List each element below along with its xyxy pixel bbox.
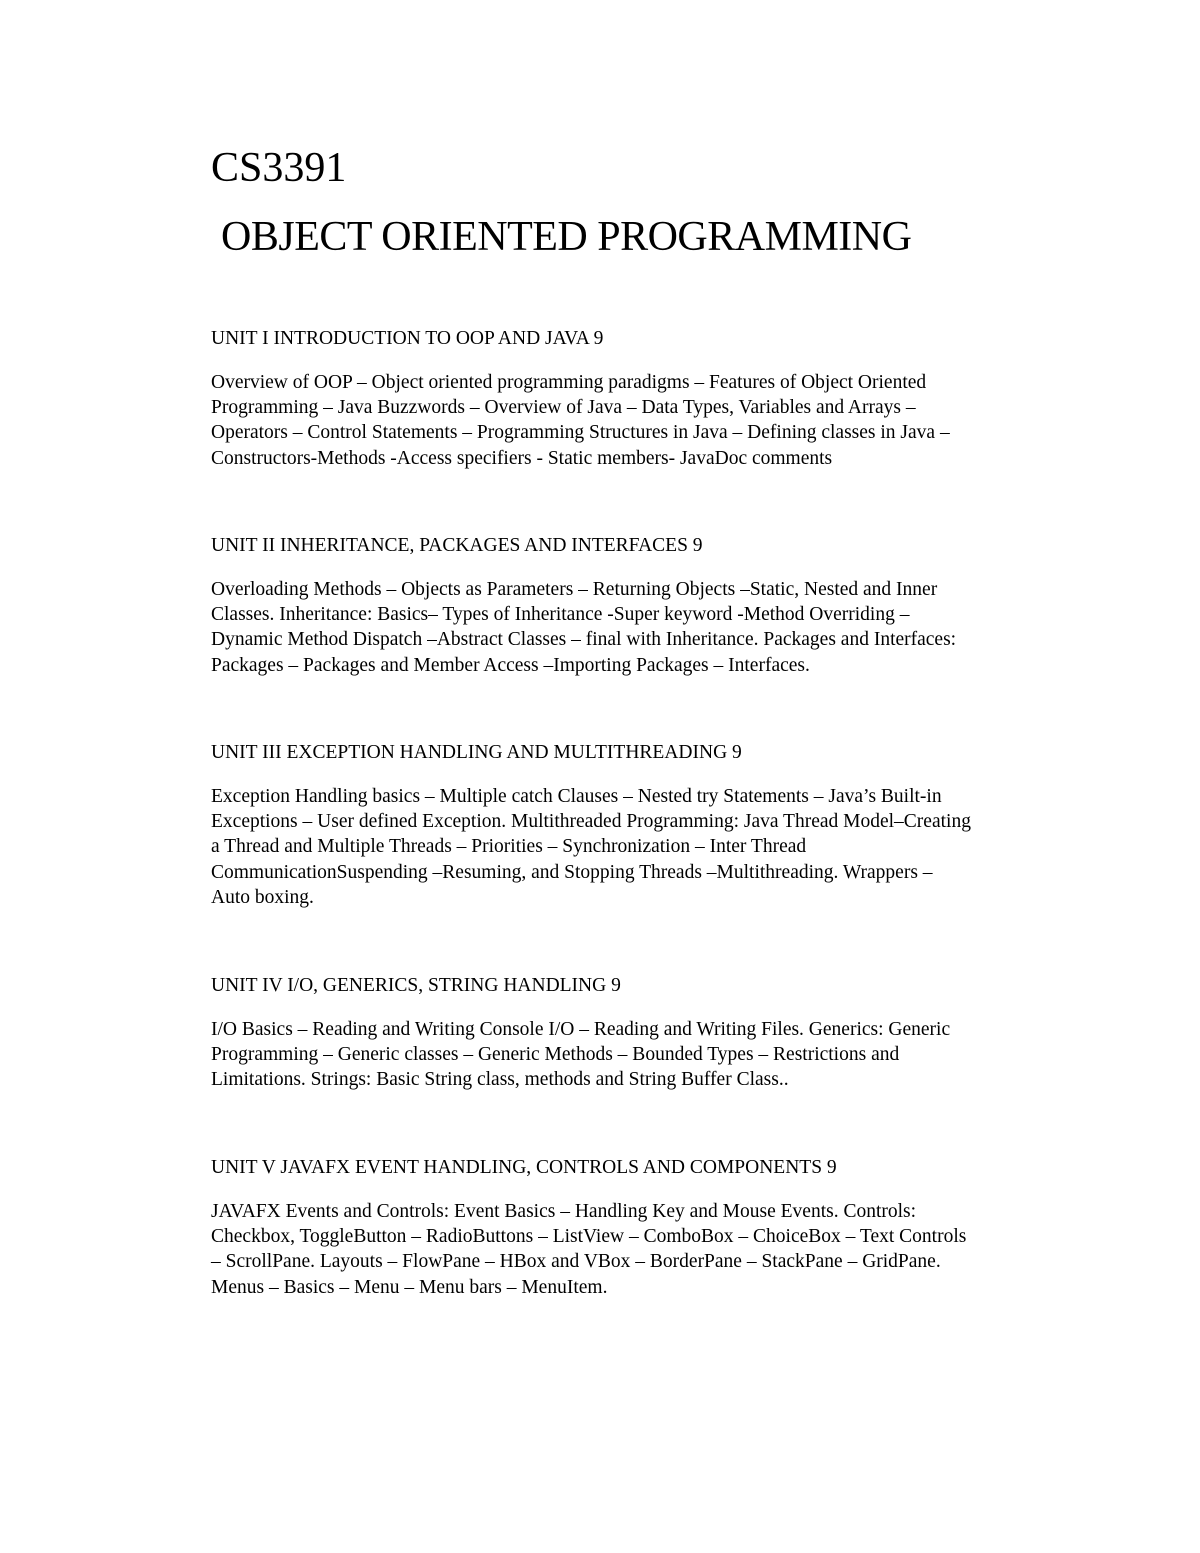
unit-body: JAVAFX Events and Controls: Event Basics – Handling Key and Mouse Events. Controls: Checkbox, ToggleButton – RadioButtons – ListView – ComboBox – ChoiceBox – Text Controls – ScrollPane. Layouts – FlowPane – HBox and VBox – BorderPane – StackPane – GridPane. Menus – Basics – Menu – Menu bars – MenuItem.: [211, 1201, 967, 1298]
unit-heading: UNIT II INHERITANCE, PACKAGES AND INTERFACES 9: [211, 535, 703, 556]
course-code: CS3391: [211, 145, 347, 191]
unit-section-4: [211, 973, 1071, 1093]
unit-section-3: [211, 740, 1071, 910]
unit-section-1: [211, 326, 1071, 471]
unit-section-2: [211, 533, 1071, 678]
unit-body: Overview of OOP – Object oriented programming paradigms – Features of Object Oriented Programming – Java Buzzwords – Overview of Java – Data Types, Variables and Arrays – Operators – Control Statements – Programming Structures in Java – Defining classes in Java – Constructors-Methods -Access specifiers - Static members- JavaDoc comments: [211, 372, 950, 469]
unit-body: Overloading Methods – Objects as Parameters – Returning Objects –Static, Nested and Inner Classes. Inheritance: Basics– Types of Inheritance -Super keyword -Method Overriding – Dynamic Method Dispatch –Abstract Classes – final with Inheritance. Packages and Interfaces: Packages – Packages and Member Access –Importing Packages – Interfaces.: [211, 579, 957, 676]
unit-heading: UNIT I INTRODUCTION TO OOP AND JAVA 9: [211, 328, 604, 349]
unit-heading: UNIT III EXCEPTION HANDLING AND MULTITHREADING 9: [211, 742, 742, 763]
course-title: OBJECT ORIENTED PROGRAMMING: [221, 214, 912, 260]
unit-heading: UNIT IV I/O, GENERICS, STRING HANDLING 9: [211, 975, 621, 996]
unit-heading: UNIT V JAVAFX EVENT HANDLING, CONTROLS AND COMPONENTS 9: [211, 1157, 837, 1178]
unit-section-5: [211, 1155, 1071, 1300]
unit-body: I/O Basics – Reading and Writing Console I/O – Reading and Writing Files. Generics: Generic Programming – Generic classes – Generic Methods – Bounded Types – Restrictions and Limitations. Strings: Basic String class, methods and String Buffer Class..: [211, 1019, 951, 1091]
unit-body: Exception Handling basics – Multiple catch Clauses – Nested try Statements – Java’s Built-in Exceptions – User defined Exception. Multithreaded Programming: Java Thread Model–Creating a Thread and Multiple Threads – Priorities – Synchronization – Inter Thread CommunicationSuspending –Resuming, and Stopping Threads –Multithreading. Wrappers – Auto boxing.: [211, 786, 971, 908]
